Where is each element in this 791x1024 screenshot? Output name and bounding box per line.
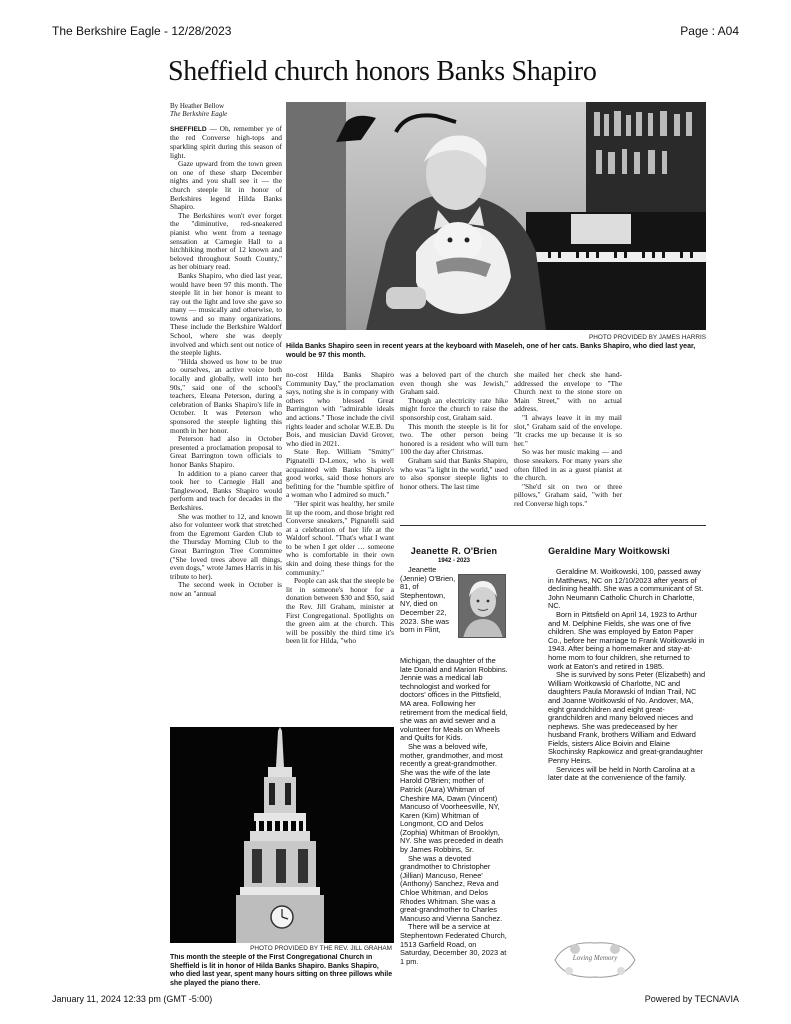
article-paragraph: was a beloved part of the church even though she was Jewish," Graham said. — [400, 371, 508, 397]
obituary-paragraph: She is survived by sons Peter (Elizabeth) and William Woitkowski of Charlotte, NC and daughters Paula Morawski of Indian Trail, NC and Joanne Woitkowski of No. Andover, MA, eight grandchildren and eight great-grandchildren and many beloved nieces and nephews. She was predeceased by her husband Frank, brothers William and Edward Fields, sisters Alice Boivin and Elaine Skochinsky Rapkowicz and great-grandaughter Penny Heins. — [548, 670, 706, 766]
obituary-paragraph: She was a devoted grandmother to Christopher (Jillian) Mancuso, Renee' (Anthony) Sanchez, Reva and Chloe Whitman, and Delos Rhodes Whitman. She was a great-grandmother to Charles Mancuso and Vienna Sanchez. — [400, 853, 503, 923]
article-paragraph: This month the steeple is lit for two. The other person being honored is a resident who will turn 100 the day after Christmas. — [400, 421, 508, 457]
article-paragraph: "Her spirit was healthy, her smile lit up the room, and those bright red Converse sneakers," Pignatelli said at a celebration of her life at the Waldorf school. "That's what I want to be when I get older … someone who is comfortable in their own skin and doing these things for the community." — [286, 498, 394, 577]
article-paragraph: Peterson had also in October presented a proclamation proposal to Great Barrington town officials to honor Banks Shapiro. — [170, 434, 282, 469]
article-paragraph: no-cost Hilda Banks Shapiro Community Day," the proclamation says, noting she is in company with others who blessed Great Barrington with "admirable ideals and actions." Those include the civil rights leader and scholar W.E.B. Du Bois, and musician David Grover, who died in 2021. — [286, 371, 394, 448]
article-paragraph: Graham said that Banks Shapiro, who was "a light in the world," used to also sponsor steeple lights to honor others. The last time — [400, 455, 508, 491]
obituary-paragraph: Michigan, the daughter of the late Donald and Marion Robbins. Jennie was a medical lab technologist and worked for doctors' offices in the Pittsfield, MA area. Following her retirement from the medical field, she was an avid sewer and a volunteer for Meals on Wheels and Quilts for Kids. — [400, 657, 508, 743]
article-column-3 — [400, 371, 508, 521]
obituary-paragraph: Jeanette (Jennie) O'Brien, 81, of Stephentown, NY, died on December 22, 2023. She was born in Flint, — [400, 566, 456, 635]
page-footer-left: January 11, 2024 12:33 pm (GMT -5:00) — [52, 994, 213, 1004]
article-paragraph: SHEFFIELD — Oh, remember ye of the red Converse high-tops and sparkling spirit during this season of light. — [170, 123, 282, 160]
obituary-paragraph: She was a beloved wife, mother, grandmother, and most recently a great-grandmother. She was the wife of the late Harold O'Brien; mother of Patrick (Aura) Whitman of Cheshire MA, Dawn (Vincent) Mancuso of Voorheesville, NY, Karen (Kim) Whitman of Longmont, CO and Delos (Zophia) Whitman of Brooklyn, NY. She was preceded in death by James Robbins, Sr. — [400, 741, 503, 855]
dateline: SHEFFIELD — [170, 125, 207, 133]
article-paragraph: People can ask that the steeple be lit in someone's honor for a donation between $30 and $50, said the Rev. Jill Graham, minister at First Congregational. Spotlights on the green aim at the church. This will be possibly the third time it's been lit for Hilda, "who — [286, 576, 394, 646]
photo-hilda-at-piano — [286, 102, 706, 330]
article-column-2 — [286, 371, 394, 679]
article-paragraph: The Berkshires won't ever forget the "diminutive, red-sneakered pianist who went from a teenage sensation at Carnegie Hall to a hitchhiking mother of 12 known and beloved throughout South County," as her obituary read. — [170, 210, 282, 272]
article-paragraph: The second week in October is now an "annual — [170, 580, 282, 598]
photo-hilda-at-piano-image — [286, 102, 706, 330]
article-paragraph: she mailed her check she hand-addressed the envelope to "The Church next to the stone store on Main Street," with no actual address. — [514, 371, 622, 414]
page-header-left: The Berkshire Eagle - 12/28/2023 — [52, 24, 232, 38]
obituary-text-obrien-narrow — [400, 566, 456, 656]
article-paragraph: Though an electricity rate hike might force the church to raise the sponsorship cost, Graham said. — [400, 395, 508, 422]
article-column-1 — [170, 102, 282, 727]
photo-caption-steeple: This month the steeple of the First Congregational Church in Sheffield is lit in honor of Hilda Banks Shapiro. Banks Shapiro, who died last year, spent many hours sitting on three pillows while she played the piano there. — [170, 954, 393, 987]
obituary-name-woitkowski: Geraldine Mary Woitkowski — [548, 546, 670, 556]
photo-caption-hilda: Hilda Banks Shapiro seen in recent years at the keyboard with Maseleh, one of her cats. Banks Shapiro, who died last year, would be 97 this month. — [286, 343, 696, 359]
obituary-paragraph: There will be a service at Stephentown Federated Church, 1513 Garfield Road, on Saturday, December 30, 2023 at 1 pm. — [400, 922, 507, 966]
obituary-portrait-obrien — [458, 574, 506, 638]
article-paragraph: "Hilda showed us how to be true to ourselves, an active voice both locally and globally, well into her 90s," said one of the school's teachers, Eleana Peterson, during a celebration of Banks Shapiro's life in October. It was Peterson who sponsored the steeple lighting this month in her honor. — [170, 356, 282, 435]
seal-text: Loving Memory — [572, 954, 618, 962]
article-paragraph: She was mother to 12, and known also for volunteer work that stretched from the Egremont Garden Club to the Thursday Morning Club to the Great Barrington Tree Committee ("She loved trees above all things, even dogs," wrote James Harris in his tribute to her). — [170, 511, 282, 581]
page-footer-right: Powered by TECNAVIA — [644, 994, 739, 1004]
article-paragraph: Gaze upward from the town green on one of these sharp December nights and you shall see it — the church steeple lit in honor of Berkshires legend Hilda Banks Shapiro. — [170, 159, 282, 212]
photo-steeple-image — [170, 727, 394, 943]
obituary-years-obrien: 1942 - 2023 — [437, 558, 471, 564]
page-header-right: Page : A04 — [680, 24, 739, 38]
article-paragraph: "I always leave it in my mail slot," Graham said of the envelope. "It cracks me up because it is so her." — [514, 412, 622, 448]
obituary-portrait-image — [459, 575, 506, 638]
article-column-4 — [514, 371, 706, 521]
in-loving-memory-seal — [545, 935, 645, 985]
photo-steeple — [170, 727, 394, 943]
article-paragraph: So was her music making — and those sneakers. For many years she often filled in as a guest pianist at the church. — [514, 447, 622, 483]
article-paragraph: In addition to a piano career that took her to Carnegie Hall and Tanglewood, Banks Shapiro would perform and teach for decades in the Berkshires. — [170, 468, 282, 512]
obituary-text-woitkowski — [548, 568, 706, 932]
article-paragraph: Banks Shapiro, who died last year, would have been 97 this month. The steeple lit in her honor is meant to ray out the light and love she gave so many — musically and otherwise, to towns and so many organizations. These include the Berkshire Waldorf School, where she was deeply involved and which sent out notice of the steeple lights. — [170, 270, 282, 358]
obituary-paragraph: Services will be held in North Carolina at a later date at the convenience of the family. — [548, 764, 695, 783]
byline — [170, 102, 282, 119]
byline-publication: The Berkshire Eagle — [170, 110, 228, 119]
obituary-name-obrien: Jeanette R. O'Brien — [410, 546, 498, 556]
obituary-text-obrien — [400, 657, 508, 987]
article-headline: Sheffield church honors Banks Shapiro — [168, 56, 597, 87]
photo-credit-graham: PHOTO PROVIDED BY THE REV. JILL GRAHAM — [250, 945, 392, 952]
byline-author: By Heather Bellow — [170, 102, 225, 110]
photo-credit-harris: PHOTO PROVIDED BY JAMES HARRIS — [589, 334, 706, 341]
obituary-paragraph: Born in Pittsfield on April 14, 1923 to Arthur and M. Delphine Fields, she was one of five children. She was employed by Eaton Paper Co., before her marriage to Frank Woitkowski in 1943. After being a homemaker and stay-at-home mom to four children, she returned to work at Eaton's and retired in 1985. — [548, 609, 705, 671]
obituary-paragraph: Geraldine M. Woitkowski, 100, passed away in Matthews, NC on 12/10/2023 after years of declining health. She was a communicant of St. John Neumann Catholic Church in Charlotte, NC. — [548, 568, 704, 611]
obituary-divider — [400, 525, 706, 526]
article-paragraph: State Rep. William "Smitty" Pignatelli D-Lenox, who is well acquainted with Banks Shapiro's good works, said those honors are befitting for the "humble spitfire of a woman who I admired so much." — [286, 447, 394, 500]
article-paragraph: "She'd sit on two or three pillows," Graham said, "with her red Converse high tops." — [514, 481, 622, 508]
